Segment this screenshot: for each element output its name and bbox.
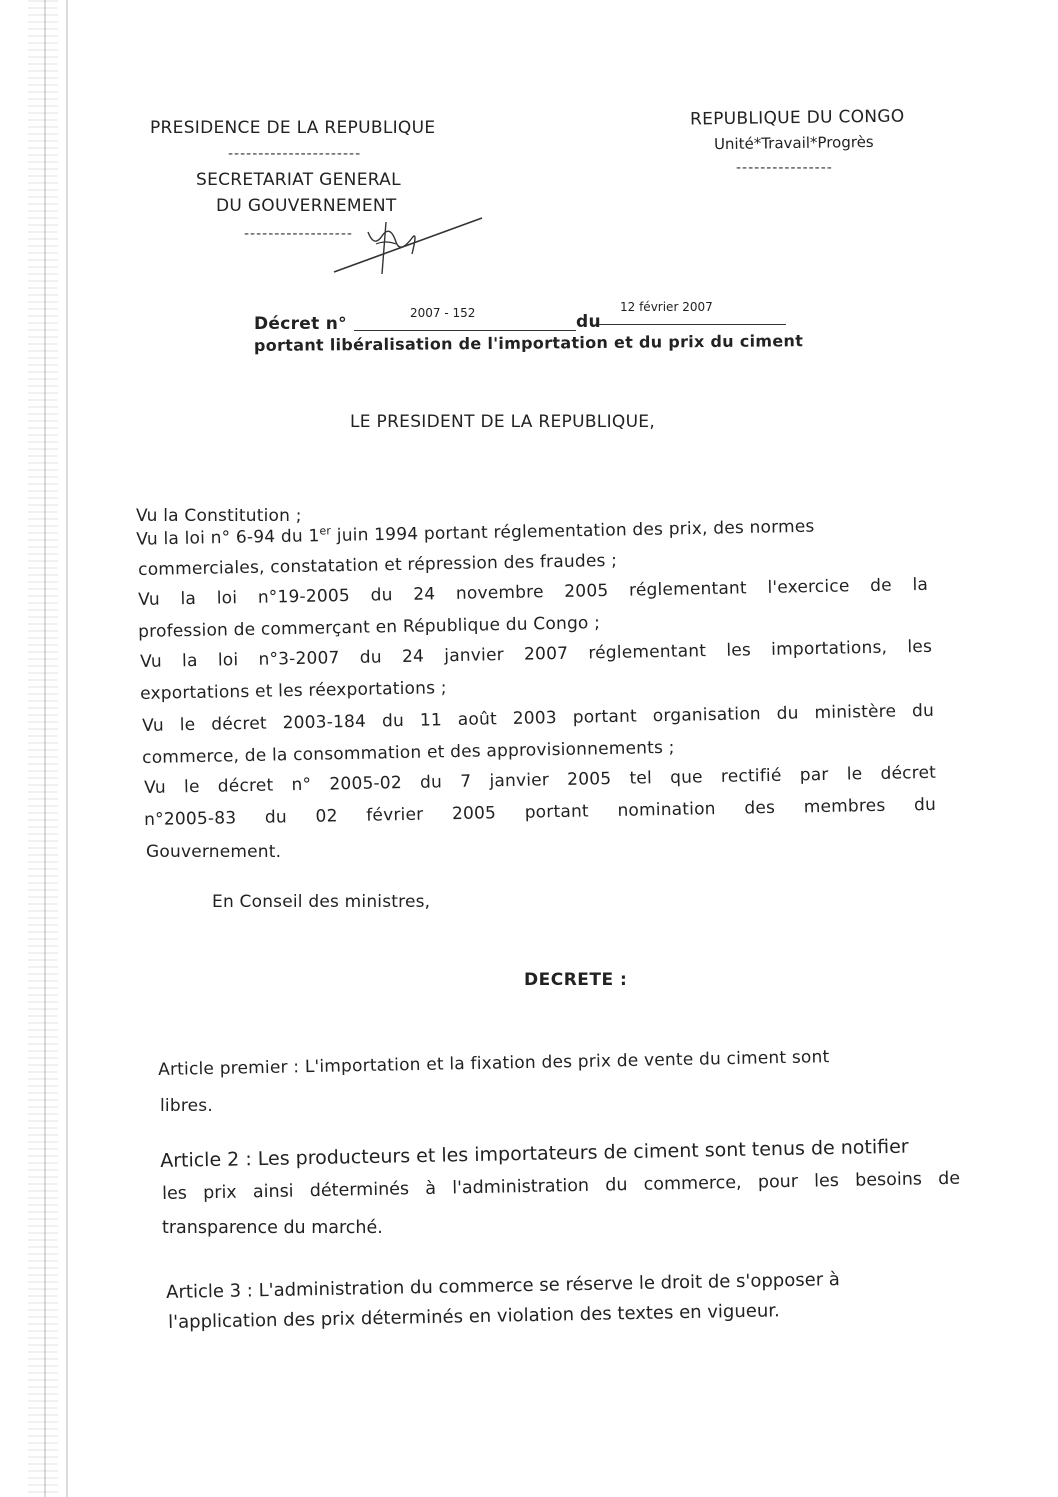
- scan-line-artifact: [66, 0, 68, 1497]
- visa-line: profession de commerçant en République du Congo ;: [138, 613, 601, 642]
- decree-label: Décret n°: [254, 314, 347, 334]
- visa-line: Gouvernement.: [146, 842, 282, 862]
- secretariat-line-1: SECRETARIAT GENERAL: [196, 170, 401, 190]
- visa-text: Vu la loi n° 6-94 du 1: [136, 526, 320, 550]
- scan-line-artifact: [44, 0, 46, 1497]
- visa-text: juin 1994 portant réglementation des prix, des normes: [331, 516, 815, 546]
- president-heading: LE PRESIDENT DE LA REPUBLIQUE,: [350, 412, 656, 432]
- national-motto: Unité*Travail*Progrès: [713, 132, 874, 154]
- superscript: er: [319, 524, 332, 538]
- visa-decret-2005-02: Vu le décret n° 2005-02 du 7 janvier 2005 tel que rectifié par le décret: [144, 762, 937, 798]
- article-line: l'application des prix déterminés en violation des textes en vigueur.: [168, 1300, 780, 1333]
- visa-decret-2003-184: Vu le décret 2003-184 du 11 août 2003 portant organisation du ministère du: [142, 700, 935, 736]
- visa-loi-19-2005: Vu la loi n°19-2005 du 24 novembre 2005 réglementant l'exercice de la: [138, 574, 929, 610]
- separator-dashes: ----------------: [736, 160, 833, 176]
- secretariat-line-2: DU GOUVERNEMENT: [216, 196, 397, 216]
- visa-loi-3-2007: Vu la loi n°3-2007 du 24 janvier 2007 réglementant les importations, les: [140, 636, 933, 672]
- scan-edge-artifact: [28, 0, 58, 1497]
- decree-subject: portant libéralisation de l'importation et du prix du ciment: [253, 331, 804, 355]
- visa-line: n°2005-83 du 02 février 2005 portant nomination des membres du: [144, 794, 937, 830]
- article-text: : L'administration du commerce se réserve le droit de s'opposer à: [240, 1269, 841, 1302]
- republique-title: REPUBLIQUE DU CONGO: [689, 106, 905, 130]
- article-label: Article 2: [160, 1148, 240, 1172]
- presidence-title: PRESIDENCE DE LA REPUBLIQUE: [150, 118, 436, 138]
- article-label: Article 3: [166, 1280, 242, 1303]
- decree-du-label: du: [576, 312, 601, 332]
- decree-number-line: [354, 330, 576, 331]
- article-line: libres.: [160, 1096, 213, 1116]
- conseil-ministres: En Conseil des ministres,: [212, 892, 431, 912]
- decree-date-line: [598, 324, 786, 325]
- decrete-heading: DECRETE :: [524, 970, 628, 990]
- separator-dashes: ------------------: [244, 226, 353, 242]
- article-label: Article premier: [158, 1057, 288, 1080]
- article-line: les prix ainsi déterminés à l'administration du commerce, pour les besoins de: [162, 1168, 961, 1204]
- visa-line: commerciales, constatation et répression des fraudes ;: [138, 550, 618, 580]
- signature-mark: [320, 204, 500, 284]
- decree-date: 12 février 2007: [620, 300, 713, 314]
- visa-line: exportations et les réexportations ;: [140, 678, 447, 704]
- separator-dashes: ----------------------: [228, 146, 362, 162]
- article-text: : L'importation et la fixation des prix de vente du ciment sont: [287, 1047, 830, 1078]
- article-2: [160, 1135, 960, 1172]
- article-3: [166, 1267, 956, 1303]
- article-line: transparence du marché.: [162, 1218, 383, 1238]
- visa-constitution: Vu la Constitution ;: [136, 506, 302, 526]
- visa-line: commerce, de la consommation et des approvisionnements ;: [142, 737, 675, 768]
- decree-number: 2007 - 152: [410, 306, 476, 320]
- article-text: : Les producteurs et les importateurs de ciment sont tenus de notifier: [239, 1135, 909, 1171]
- article-1: [158, 1045, 952, 1080]
